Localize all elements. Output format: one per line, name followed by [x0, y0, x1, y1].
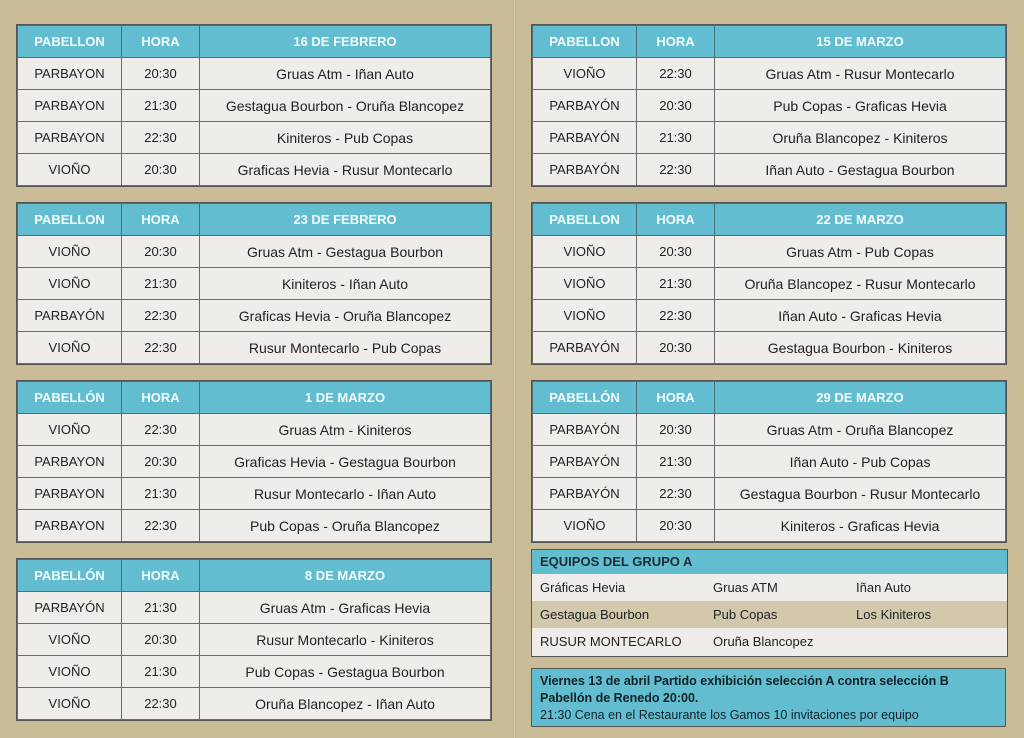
note-line: Viernes 13 de abril Partido exhibición selección A contra selección B	[540, 674, 949, 688]
date-header: 1 DE MARZO	[200, 382, 491, 414]
venue-cell: PARBAYON	[18, 122, 122, 154]
table-row	[533, 478, 1006, 510]
table-row	[18, 90, 491, 122]
time-cell: 22:30	[637, 300, 715, 332]
table-row	[533, 58, 1006, 90]
match-cell: Rusur Montecarlo - Pub Copas	[200, 332, 491, 364]
match-cell: Oruña Blancopez - Iñan Auto	[200, 688, 491, 720]
time-cell: 22:30	[122, 300, 200, 332]
venue-cell: PARBAYÓN	[533, 122, 637, 154]
venue-cell: VIOÑO	[18, 332, 122, 364]
venue-cell: PARBAYÓN	[533, 446, 637, 478]
pabellon-header: PABELLON	[18, 26, 122, 58]
teams-row	[532, 574, 1007, 601]
time-cell: 20:30	[122, 236, 200, 268]
pabellon-header: PABELLON	[533, 204, 637, 236]
schedule-table	[532, 203, 1006, 364]
match-cell: Graficas Hevia - Gestagua Bourbon	[200, 446, 491, 478]
time-cell: 21:30	[637, 122, 715, 154]
hora-header: HORA	[122, 26, 200, 58]
venue-cell: PARBAYÓN	[533, 414, 637, 446]
match-cell: Oruña Blancopez - Kiniteros	[715, 122, 1006, 154]
match-cell: Graficas Hevia - Rusur Montecarlo	[200, 154, 491, 186]
match-cell: Gruas Atm - Graficas Hevia	[200, 592, 491, 624]
time-cell: 20:30	[122, 624, 200, 656]
date-header: 16 DE FEBRERO	[200, 26, 491, 58]
match-cell: Kiniteros - Graficas Hevia	[715, 510, 1006, 542]
table-row	[533, 236, 1006, 268]
match-cell: Gestagua Bourbon - Kiniteros	[715, 332, 1006, 364]
time-cell: 22:30	[122, 414, 200, 446]
match-cell: Gruas Atm - Oruña Blancopez	[715, 414, 1006, 446]
venue-cell: VIOÑO	[533, 236, 637, 268]
table-row	[18, 332, 491, 364]
hora-header: HORA	[637, 26, 715, 58]
hora-header: HORA	[637, 382, 715, 414]
venue-cell: VIOÑO	[18, 236, 122, 268]
venue-cell: PARBAYÓN	[533, 478, 637, 510]
time-cell: 20:30	[637, 510, 715, 542]
table-row	[533, 446, 1006, 478]
match-cell: Gestagua Bourbon - Rusur Montecarlo	[715, 478, 1006, 510]
venue-cell: PARBAYON	[18, 58, 122, 90]
team-name: Iñan Auto	[856, 580, 911, 595]
time-cell: 21:30	[637, 446, 715, 478]
match-cell: Rusur Montecarlo - Iñan Auto	[200, 478, 491, 510]
schedule-block	[531, 24, 1007, 187]
schedule-table	[532, 25, 1006, 186]
match-cell: Pub Copas - Oruña Blancopez	[200, 510, 491, 542]
schedule-block	[16, 380, 492, 543]
table-row	[18, 122, 491, 154]
time-cell: 22:30	[122, 332, 200, 364]
table-row	[18, 624, 491, 656]
schedule-header-row	[18, 204, 491, 236]
schedule-table	[17, 381, 491, 542]
schedule-table	[17, 203, 491, 364]
time-cell: 22:30	[122, 510, 200, 542]
schedule-header-row	[18, 560, 491, 592]
date-header: 15 DE MARZO	[715, 26, 1006, 58]
venue-cell: PARBAYON	[18, 510, 122, 542]
match-cell: Graficas Hevia - Oruña Blancopez	[200, 300, 491, 332]
time-cell: 22:30	[637, 154, 715, 186]
match-cell: Kiniteros - Iñan Auto	[200, 268, 491, 300]
time-cell: 21:30	[122, 90, 200, 122]
team-name: RUSUR MONTECARLO	[540, 634, 682, 649]
match-cell: Rusur Montecarlo - Kiniteros	[200, 624, 491, 656]
venue-cell: PARBAYON	[18, 90, 122, 122]
venue-cell: PARBAYÓN	[18, 592, 122, 624]
table-row	[18, 688, 491, 720]
table-row	[533, 300, 1006, 332]
match-cell: Kiniteros - Pub Copas	[200, 122, 491, 154]
time-cell: 22:30	[122, 688, 200, 720]
schedule-block	[16, 202, 492, 365]
venue-cell: VIOÑO	[18, 414, 122, 446]
table-row	[18, 510, 491, 542]
time-cell: 21:30	[122, 656, 200, 688]
schedule-block	[531, 202, 1007, 365]
page-fold	[513, 0, 516, 738]
note-line: 21:30 Cena en el Restaurante los Gamos 10 invitaciones por equipo	[540, 708, 919, 722]
match-cell: Gruas Atm - Kiniteros	[200, 414, 491, 446]
match-cell: Gruas Atm - Gestagua Bourbon	[200, 236, 491, 268]
match-cell: Gestagua Bourbon - Oruña Blancopez	[200, 90, 491, 122]
time-cell: 22:30	[122, 122, 200, 154]
venue-cell: VIOÑO	[533, 510, 637, 542]
match-cell: Pub Copas - Graficas Hevia	[715, 90, 1006, 122]
time-cell: 20:30	[122, 446, 200, 478]
match-cell: Gruas Atm - Iñan Auto	[200, 58, 491, 90]
team-name: Gráficas Hevia	[540, 580, 626, 595]
venue-cell: PARBAYON	[18, 478, 122, 510]
date-header: 23 DE FEBRERO	[200, 204, 491, 236]
table-row	[533, 268, 1006, 300]
time-cell: 20:30	[637, 236, 715, 268]
note-line: Pabellón de Renedo 20:00.	[540, 691, 699, 705]
hora-header: HORA	[122, 204, 200, 236]
venue-cell: VIOÑO	[18, 268, 122, 300]
hora-header: HORA	[122, 560, 200, 592]
time-cell: 22:30	[637, 478, 715, 510]
exhibition-note	[531, 668, 1006, 727]
table-row	[533, 332, 1006, 364]
hora-header: HORA	[122, 382, 200, 414]
time-cell: 21:30	[637, 268, 715, 300]
venue-cell: VIOÑO	[18, 624, 122, 656]
time-cell: 20:30	[122, 154, 200, 186]
team-name: Gruas ATM	[713, 580, 778, 595]
match-cell: Iñan Auto - Graficas Hevia	[715, 300, 1006, 332]
schedule-header-row	[18, 382, 491, 414]
date-header: 8 DE MARZO	[200, 560, 491, 592]
table-row	[18, 58, 491, 90]
table-row	[18, 414, 491, 446]
table-row	[533, 510, 1006, 542]
pabellon-header: PABELLÓN	[18, 382, 122, 414]
schedule-header-row	[533, 204, 1006, 236]
team-name: Oruña Blancopez	[713, 634, 814, 649]
time-cell: 22:30	[637, 58, 715, 90]
schedule-block	[531, 380, 1007, 543]
table-row	[533, 414, 1006, 446]
schedule-header-row	[533, 26, 1006, 58]
venue-cell: VIOÑO	[18, 688, 122, 720]
venue-cell: PARBAYON	[18, 446, 122, 478]
date-header: 22 DE MARZO	[715, 204, 1006, 236]
pabellon-header: PABELLON	[533, 26, 637, 58]
schedule-table	[532, 381, 1006, 542]
venue-cell: VIOÑO	[533, 300, 637, 332]
table-row	[18, 478, 491, 510]
venue-cell: VIOÑO	[18, 656, 122, 688]
table-row	[18, 268, 491, 300]
team-name: Pub Copas	[713, 607, 778, 622]
hora-header: HORA	[637, 204, 715, 236]
schedule-table	[17, 559, 491, 720]
time-cell: 21:30	[122, 478, 200, 510]
pabellon-header: PABELLÓN	[533, 382, 637, 414]
pabellon-header: PABELLÓN	[18, 560, 122, 592]
table-row	[533, 122, 1006, 154]
table-row	[18, 236, 491, 268]
time-cell: 21:30	[122, 268, 200, 300]
time-cell: 20:30	[637, 414, 715, 446]
match-cell: Gruas Atm - Pub Copas	[715, 236, 1006, 268]
match-cell: Gruas Atm - Rusur Montecarlo	[715, 58, 1006, 90]
schedule-table	[17, 25, 491, 186]
teams-row	[532, 628, 1007, 655]
table-row	[18, 592, 491, 624]
schedule-block	[16, 558, 492, 721]
schedule-header-row	[533, 382, 1006, 414]
venue-cell: PARBAYÓN	[18, 300, 122, 332]
match-cell: Pub Copas - Gestagua Bourbon	[200, 656, 491, 688]
teams-row	[532, 601, 1007, 628]
venue-cell: PARBAYÓN	[533, 332, 637, 364]
time-cell: 20:30	[637, 332, 715, 364]
table-row	[18, 154, 491, 186]
venue-cell: PARBAYÓN	[533, 154, 637, 186]
table-row	[18, 300, 491, 332]
match-cell: Iñan Auto - Gestagua Bourbon	[715, 154, 1006, 186]
team-name: Los Kiniteros	[856, 607, 932, 622]
team-name: Gestagua Bourbon	[540, 607, 650, 622]
date-header: 29 DE MARZO	[715, 382, 1006, 414]
venue-cell: VIOÑO	[18, 154, 122, 186]
venue-cell: VIOÑO	[533, 268, 637, 300]
venue-cell: VIOÑO	[533, 58, 637, 90]
table-row	[18, 446, 491, 478]
time-cell: 21:30	[122, 592, 200, 624]
pabellon-header: PABELLON	[18, 204, 122, 236]
match-cell: Oruña Blancopez - Rusur Montecarlo	[715, 268, 1006, 300]
venue-cell: PARBAYÓN	[533, 90, 637, 122]
table-row	[533, 90, 1006, 122]
table-row	[18, 656, 491, 688]
teams-group-a-box	[531, 549, 1008, 657]
schedule-header-row	[18, 26, 491, 58]
match-cell: Iñan Auto - Pub Copas	[715, 446, 1006, 478]
time-cell: 20:30	[122, 58, 200, 90]
teams-title: EQUIPOS DEL GRUPO A	[532, 550, 1007, 574]
schedule-block	[16, 24, 492, 187]
table-row	[533, 154, 1006, 186]
time-cell: 20:30	[637, 90, 715, 122]
